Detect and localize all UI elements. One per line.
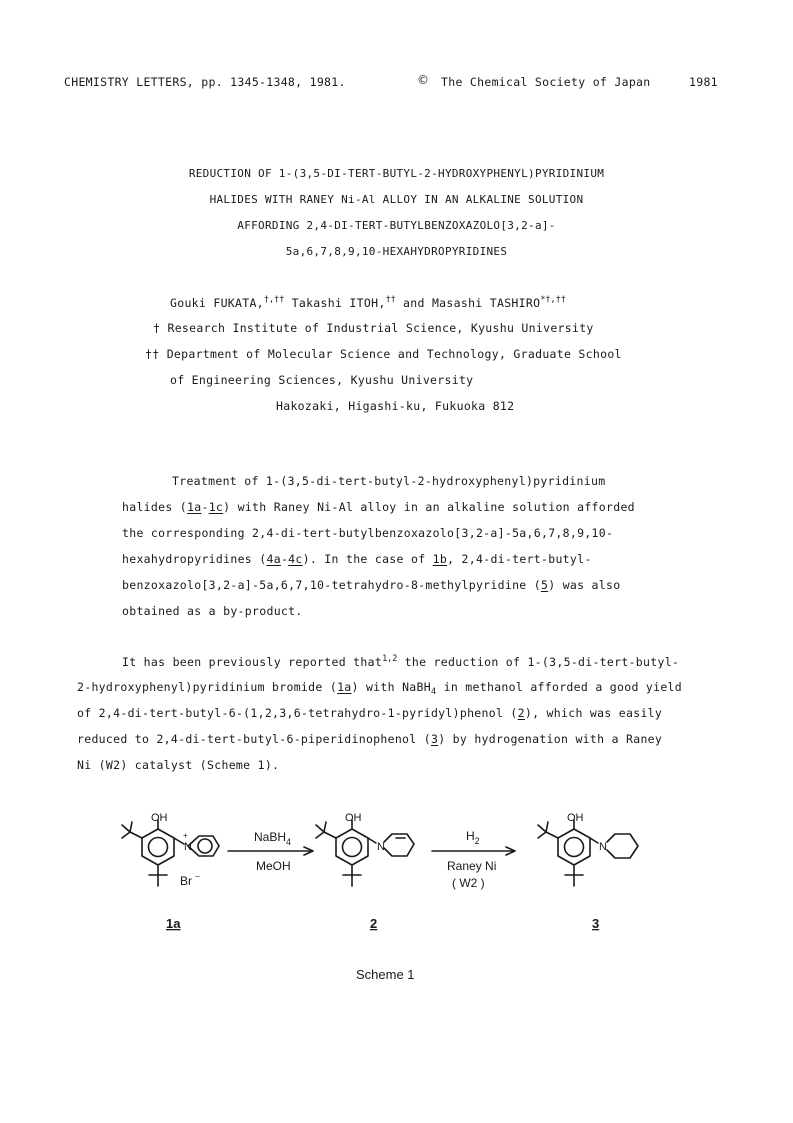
reagent-nabh4-main: NaBH: [254, 830, 287, 844]
abstract-line-1: Treatment of 1-(3,5-di-tert-butyl-2-hydroxyphenyl)pyridinium: [172, 474, 606, 488]
compound-ref-1b: 1b: [432, 552, 448, 566]
oh-label: OH: [345, 812, 362, 824]
text: benzoxazolo[3,2-a]-5a,6,7,10-tetrahydro-8-methylpyridine (: [122, 578, 541, 592]
text: ) by hydrogenation with a Raney: [438, 732, 663, 746]
text: 2-hydroxyphenyl)pyridinium bromide (: [77, 680, 338, 694]
body-line-4: [77, 732, 662, 746]
text: ). In the case of: [302, 552, 433, 566]
nitrogen-label: N: [184, 841, 192, 853]
author-tashiro: Masashi TASHIRO: [431, 296, 541, 310]
text: ) was also: [548, 578, 621, 592]
compound-ref-5: 5: [540, 578, 549, 592]
body-line-1: [122, 654, 679, 669]
text: ) with NaBH: [351, 680, 431, 694]
text: reduced to 2,4-di-tert-butyl-6-piperidinophenol (: [77, 732, 431, 746]
affiliation-1-mark: †: [153, 321, 161, 335]
affiliation-1-text: Research Institute of Industrial Science, Kyushu University: [167, 321, 594, 335]
reagent-h2-main: H: [466, 829, 475, 843]
title-line-3: AFFORDING 2,4-DI-TERT-BUTYLBENZOXAZOLO[3,2-a]-: [237, 219, 556, 232]
reagent-w2: ( W2 ): [452, 876, 485, 890]
compound-1a-structure: [122, 820, 219, 886]
author-tashiro-marks: *†,††: [540, 295, 566, 305]
reagent-meoh: MeOH: [256, 859, 291, 873]
compound-ref-1a: 1a: [187, 500, 202, 514]
abstract-line-4: [122, 552, 592, 566]
compound-ref-1a: 1a: [337, 680, 352, 694]
text: in methanol afforded a good yield: [436, 680, 683, 694]
oh-label: OH: [567, 812, 584, 824]
compound-label-3: 3: [592, 916, 600, 931]
affiliation-2-line-2: of Engineering Sciences, Kyushu University: [170, 373, 474, 387]
body-line-3: [77, 706, 662, 720]
affiliation-2-mark: ††: [145, 347, 160, 361]
affiliation-2-line-1: Department of Molecular Science and Technology, Graduate School: [166, 347, 622, 361]
affiliation-1: [153, 321, 594, 335]
compound-ref-2: 2: [517, 706, 525, 720]
reagent-nabh4: [254, 830, 291, 847]
copyright-symbol: ©: [417, 73, 429, 87]
compound-ref-4c: 4c: [288, 552, 303, 566]
compound-label-2: 2: [370, 916, 378, 931]
body-line-2: [77, 680, 682, 697]
author-itoh-marks: ††: [385, 295, 396, 305]
compound-ref-1c: 1c: [208, 500, 224, 514]
abstract-line-3: the corresponding 2,4-di-tert-butylbenzoxazolo[3,2-a]-5a,6,7,8,9,10-: [122, 526, 614, 540]
body-line-5: Ni (W2) catalyst (Scheme 1).: [77, 758, 280, 772]
title-line-4: 5a,6,7,8,9,10-HEXAHYDROPYRIDINES: [285, 245, 508, 258]
text: of 2,4-di-tert-butyl-6-(1,2,3,6-tetrahydro-1-pyridyl)phenol (: [77, 706, 518, 720]
text: hexahydropyridines (: [122, 552, 267, 566]
and-word: and: [403, 296, 425, 310]
text: halides (: [122, 500, 188, 514]
header-year: 1981: [689, 75, 718, 89]
society-name: The Chemical Society of Japan: [441, 75, 651, 89]
text: ), which was easily: [524, 706, 663, 720]
compound-label-1a: 1a: [166, 916, 181, 931]
text: It has been previously reported that: [122, 655, 383, 669]
scheme-caption: Scheme 1: [356, 967, 415, 982]
reagent-nabh4-sub: 4: [286, 837, 292, 847]
author-fukata: Gouki FUKATA,: [170, 296, 264, 310]
author-fukata-marks: †,††: [263, 295, 285, 305]
compound-ref-3: 3: [430, 732, 439, 746]
text: the reduction of 1-(3,5-di-tert-butyl-: [397, 655, 680, 669]
compound-3-structure: [538, 820, 638, 886]
title-line-1: REDUCTION OF 1-(3,5-DI-TERT-BUTYL-2-HYDROXYPHENYL)PYRIDINIUM: [188, 167, 605, 180]
text: ) with Raney Ni-Al alloy in an alkaline solution afforded: [223, 500, 635, 514]
reagent-h2: [466, 829, 480, 846]
abstract-line-5: [122, 578, 620, 592]
author-line: [170, 295, 566, 310]
compound-ref-4a: 4a: [266, 552, 281, 566]
abstract-line-2: [122, 500, 635, 514]
text: -: [201, 500, 209, 514]
abstract-line-6: obtained as a by-product.: [122, 604, 303, 618]
nitrogen-label: N: [599, 841, 607, 853]
reaction-scheme: [0, 800, 793, 1000]
address: Hakozaki, Higashi-ku, Fukuoka 812: [276, 399, 515, 413]
journal-citation: CHEMISTRY LETTERS, pp. 1345-1348, 1981.: [64, 75, 346, 89]
reagent-raney-ni: Raney Ni: [447, 859, 497, 873]
text: -: [280, 552, 289, 566]
reference-marker: 1,2: [382, 654, 398, 664]
reagent-h2-sub: 2: [474, 836, 480, 846]
title-line-2: HALIDES WITH RANEY Ni-Al ALLOY IN AN ALKALINE SOLUTION: [209, 193, 584, 206]
text: , 2,4-di-tert-butyl-: [447, 552, 592, 566]
positive-charge: +: [183, 831, 188, 840]
negative-charge: −: [195, 872, 200, 881]
oh-label: OH: [151, 812, 168, 824]
nitrogen-label: N: [377, 841, 385, 853]
compound-2-structure: [316, 820, 414, 886]
bromide-label: Br: [180, 874, 192, 888]
subscript: 4: [430, 687, 437, 697]
author-itoh: Takashi ITOH,: [291, 296, 386, 310]
affiliation-2: [145, 347, 622, 361]
